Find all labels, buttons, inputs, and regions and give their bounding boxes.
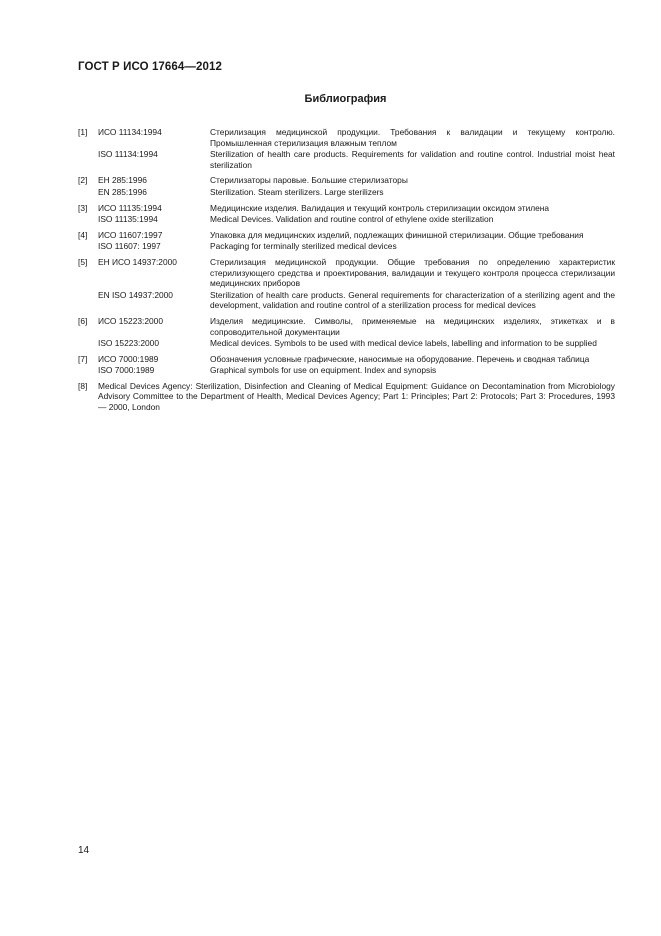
bibliography-entry-8 — [78, 381, 615, 413]
standard-title: Стерилизация медицинской продукции. Общие требования по определению характеристик стерилизующего средства и проектирования, валидации и текущего контроля процесса стерилизации медицинских приборов — [210, 256, 615, 289]
entry-row — [78, 149, 615, 170]
entry-row — [78, 354, 615, 365]
bibliography-entry-6 — [78, 316, 615, 349]
standard-code: ИСО 11134:1994 — [98, 127, 162, 137]
standard-title: Medical devices. Symbols to be used with medical device labels, labelling and information to be supplied — [210, 338, 597, 349]
standard-code: ИСО 15223:2000 — [98, 315, 163, 326]
entry-row — [78, 290, 615, 311]
standard-code: ИСО 11135:1994 — [98, 202, 162, 213]
bibliography-entry-4 — [78, 230, 615, 252]
entry-row — [78, 241, 615, 252]
entry-row — [78, 175, 615, 186]
standard-title: Graphical symbols for use on equipment. Index and synopsis — [210, 365, 437, 376]
entry-row — [78, 203, 615, 214]
bibliography-entry-1 — [78, 127, 615, 170]
section-title: Библиография — [304, 93, 387, 105]
standard-code: ISO 11134:1994 — [98, 149, 158, 160]
standard-title: Packaging for terminally sterilized medical devices — [210, 241, 397, 252]
entry-row — [78, 187, 615, 198]
document-header: ГОСТ Р ИСО 17664—2012 — [78, 61, 223, 73]
bibliography-list — [78, 127, 615, 418]
entry-row — [78, 365, 615, 376]
standard-code: ISO 11607: 1997 — [98, 241, 161, 252]
standard-title: Sterilization. Steam sterilizers. Large sterilizers — [210, 186, 384, 197]
entry-number: [5] — [78, 256, 88, 267]
standard-title: Sterilization of health care products. General requirements for characterization of a sterilizing agent and the development, validation and routine control of a sterilization process for medical devices — [210, 289, 615, 311]
standard-code: EN ISO 14937:2000 — [98, 289, 173, 300]
entry-row — [78, 316, 615, 337]
bibliography-entry-3 — [78, 203, 615, 225]
entry-row — [78, 381, 615, 413]
entry-number: [1] — [78, 127, 88, 137]
standard-code: ИСО 11607:1997 — [98, 229, 163, 240]
page-number: 14 — [78, 845, 90, 856]
standard-title: Обозначения условные графические, наносимые на оборудование. Перечень и сводная таблица — [210, 353, 590, 364]
standard-title: Изделия медицинские. Символы, применяемые на медицинских изделиях, этикетках и в сопроводительной документации — [210, 315, 615, 337]
standard-title: Медицинские изделия. Валидация и текущий контроль стерилизации оксидом этилена — [210, 202, 550, 213]
standard-code: ISO 7000:1989 — [98, 365, 155, 376]
standard-code: EN 285:1996 — [98, 186, 147, 197]
standard-code: ISO 11135:1994 — [98, 214, 158, 225]
entry-row — [78, 214, 615, 225]
entry-row — [78, 127, 615, 148]
standard-code: ЕН 285:1996 — [98, 175, 147, 186]
entry-number: [4] — [78, 229, 88, 240]
entry-number: [8] — [78, 380, 88, 391]
entry-number: [7] — [78, 353, 88, 364]
entry-row — [78, 338, 615, 349]
reference-text: Medical Devices Agency: Sterilization, Disinfection and Cleaning of Medical Equipment: Guidance on Decontamination from Microbiology Advisory Committee to the Department of Health, Medical Devices Agency; Part 1: Principles; Part 2: Protocols; Part 3: Procedures, 1993 — 2000, London — [98, 380, 615, 413]
entry-row — [78, 257, 615, 289]
entry-number: [6] — [78, 315, 88, 326]
standard-title: Sterilization of health care products. Requirements for validation and routine control. Industrial moist heat sterilization — [210, 149, 615, 170]
standard-code: ИСО 7000:1989 — [98, 353, 159, 364]
entry-number: [3] — [78, 202, 88, 213]
standard-code: ЕН ИСО 14937:2000 — [98, 256, 177, 267]
standard-title: Упаковка для медицинских изделий, подлежащих финишной стерилизации. Общие требования — [210, 229, 584, 240]
bibliography-entry-5 — [78, 257, 615, 311]
bibliography-entry-2 — [78, 175, 615, 197]
bibliography-entry-7 — [78, 354, 615, 376]
standard-title: Стерилизаторы паровые. Большие стерилизаторы — [210, 175, 408, 186]
entry-number: [2] — [78, 175, 88, 186]
standard-code: ISO 15223:2000 — [98, 338, 160, 349]
entry-row — [78, 230, 615, 241]
standard-title: Medical Devices. Validation and routine control of ethylene oxide sterilization — [210, 214, 494, 225]
standard-title: Стерилизация медицинской продукции. Требования к валидации и текущему контролю. Промышленная стерилизация влажным теплом — [210, 127, 615, 148]
